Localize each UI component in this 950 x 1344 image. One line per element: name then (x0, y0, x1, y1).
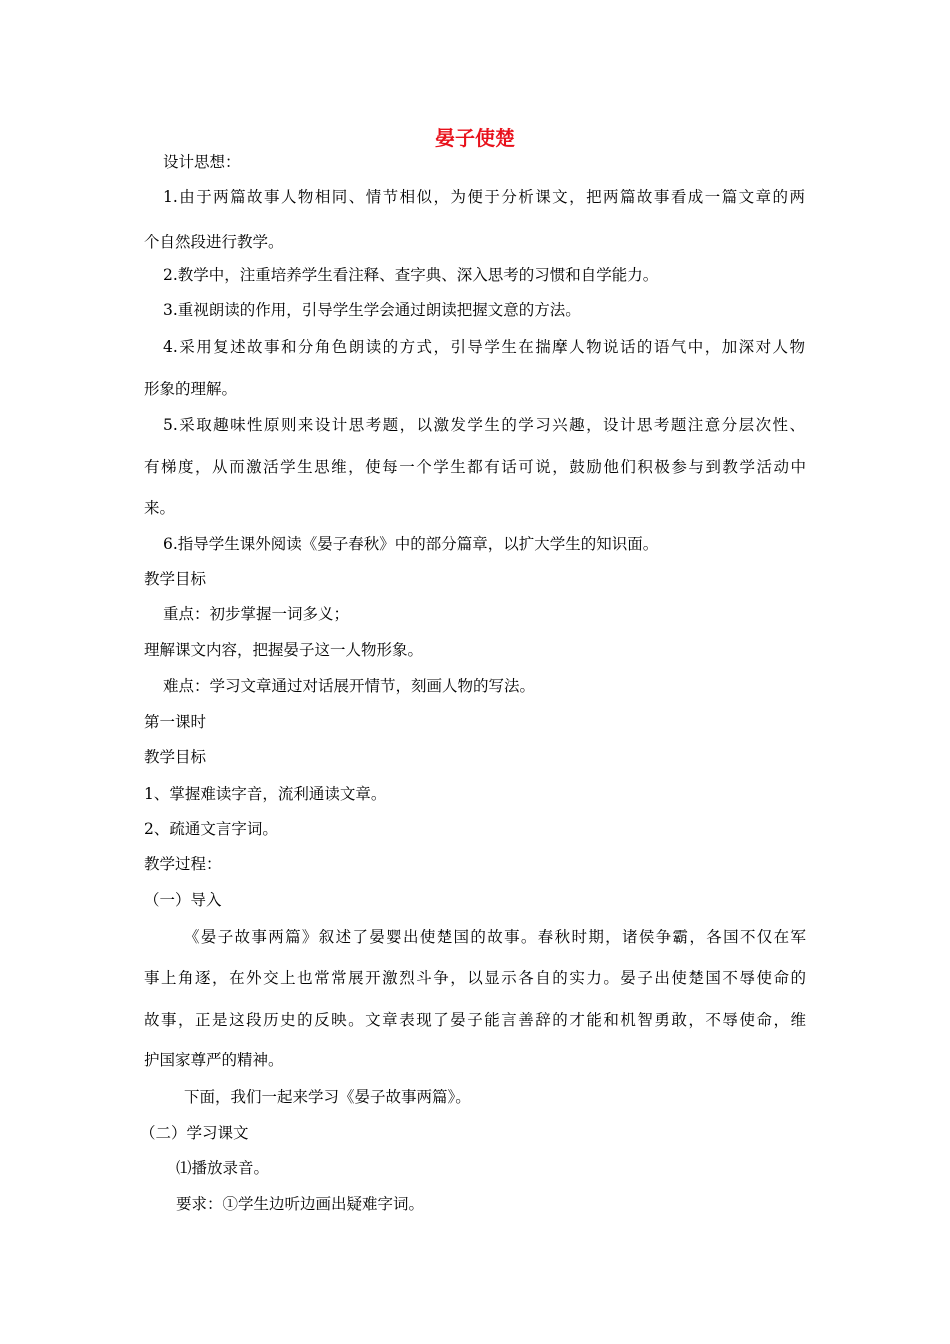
text-line: 教学目标 (144, 570, 207, 588)
text-line: 1、掌握难读字音，流利通读文章。 (144, 785, 387, 803)
text-line: 要求：①学生边听边画出疑难字词。 (176, 1195, 425, 1213)
text-line: 事上角逐，在外交上也常常展开激烈斗争，以显示各自的实力。晏子出使楚国不辱使命的 (144, 969, 806, 987)
text-line: 理解课文内容，把握晏子这一人物形象。 (144, 641, 424, 659)
text-line: （一）导入 (144, 891, 222, 909)
text-line: 个自然段进行教学。 (144, 233, 284, 251)
text-line: 护国家尊严的精神。 (144, 1051, 284, 1069)
text-line: 《晏子故事两篇》叙述了晏婴出使楚国的故事。春秋时期，诸侯争霸，各国不仅在军 (184, 928, 806, 946)
text-line: 形象的理解。 (144, 380, 238, 398)
text-line: 来。 (144, 499, 176, 517)
text-line: 2、疏通文言字词。 (144, 820, 278, 838)
text-line: 5.采取趣味性原则来设计思考题，以激发学生的学习兴趣，设计思考题注意分层次性、 (163, 416, 805, 434)
text-line: 3.重视朗读的作用，引导学生学会通过朗读把握文意的方法。 (163, 301, 581, 319)
document-title: 晏子使楚 (435, 126, 515, 150)
text-line: 教学过程： (144, 855, 222, 873)
text-line: 故事，正是这段历史的反映。文章表现了晏子能言善辞的才能和机智勇敢，不辱使命，维 (144, 1011, 806, 1029)
text-line: 6.指导学生课外阅读《晏子春秋》中的部分篇章，以扩大学生的知识面。 (163, 535, 659, 553)
text-line: 设计思想： (163, 153, 241, 171)
text-line: 2.教学中，注重培养学生看注释、查字典、深入思考的习惯和自学能力。 (163, 266, 659, 284)
text-line: 1.由于两篇故事人物相同、情节相似，为便于分析课文，把两篇故事看成一篇文章的两 (163, 188, 805, 206)
text-line: ⑴播放录音。 (176, 1159, 270, 1177)
text-line: 第一课时 (144, 713, 207, 731)
text-line: 有梯度，从而激活学生思维，使每一个学生都有话可说，鼓励他们积极参与到教学活动中 (144, 458, 806, 476)
text-line: 下面，我们一起来学习《晏子故事两篇》。 (184, 1088, 471, 1106)
text-line: 4.采用复述故事和分角色朗读的方式，引导学生在揣摩人物说话的语气中，加深对人物 (163, 338, 805, 356)
text-line: 重点：初步掌握一词多义； (163, 605, 350, 623)
text-line: 教学目标 (144, 748, 207, 766)
text-line: （二）学习课文 (140, 1124, 249, 1142)
text-line: 难点：学习文章通过对话展开情节，刻画人物的写法。 (163, 677, 536, 695)
